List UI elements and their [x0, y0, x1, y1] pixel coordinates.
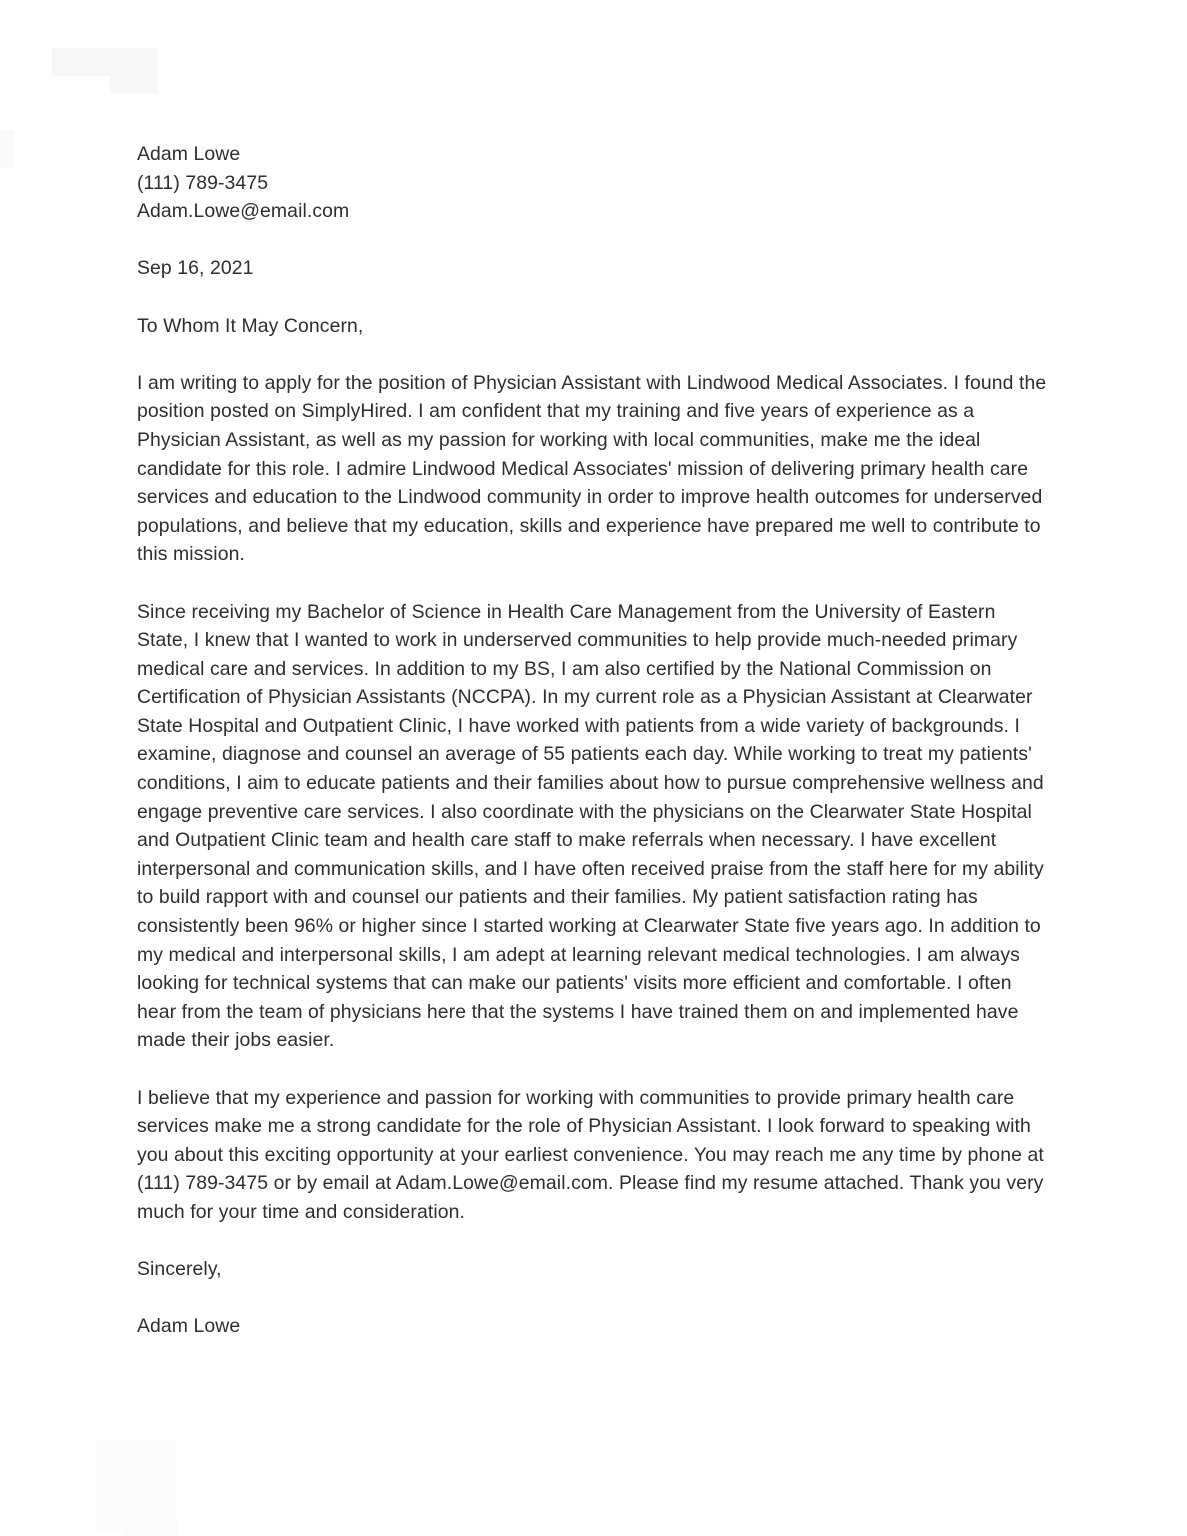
sender-name: Adam Lowe	[137, 143, 241, 165]
letter-date: Sep 16, 2021	[137, 257, 254, 280]
letter-body	[137, 140, 1049, 1341]
scan-artifact	[124, 1520, 178, 1536]
letter-paragraph-3: I believe that my experience and passion for working with communities to provide primary health care services make me a strong candidate for the role of Physician Assistant. I look forward to speaking with you about this exciting opportunity at your earliest convenience. You may reach me any time by phone at (111) 789-3475 or by email at Adam.Lowe@email.com. Please find my resume attached. Thank you very much for your time and consideration.	[137, 1086, 1044, 1223]
scan-artifact	[0, 130, 14, 168]
scan-artifact	[110, 76, 158, 94]
sender-phone: (111) 789-3475	[137, 171, 269, 194]
letter-paragraph-2: Since receiving my Bachelor of Science in Health Care Management from the University of Eastern State, I knew that I wanted to work in underserved communities to help provide much-needed primary medical care and services. In addition to my BS, I am also certified by the National Commission on Certification of Physician Assistants (NCCPA). In my current role as a Physician Assistant at Clearwater State Hospital and Outpatient Clinic, I have worked with patients from a wide variety of backgrounds. I examine, diagnose and counsel an average of 55 patients each day. While working to treat my patients' conditions, I aim to educate patients and their families about how to pursue comprehensive wellness and engage preventive care services. I also coordinate with the physicians on the Clearwater State Hospital and Outpatient Clinic team and health care staff to make referrals when necessary. I have excellent interpersonal and communication skills, and I have often received praise from the staff here for my ability to build rapport with and counsel our patients and their families. My patient satisfaction rating has consistently been 96% or higher since I started working at Clearwater State five years ago. In addition to my medical and interpersonal skills, I am adept at learning relevant medical technologies. I am always looking for technical systems that can make our patients' visits more efficient and comfortable. I often hear from the team of physicians here that the systems I have trained them on and implemented have made their jobs easier.	[137, 600, 1044, 1052]
letter-paragraph-1: I am writing to apply for the position of Physician Assistant with Lindwood Medical Associates. I found the position posted on SimplyHired. I am confident that my training and five years of experience as a Physician Assistant, as well as my passion for working with local communities, make me the ideal candidate for this role. I admire Lindwood Medical Associates' mission of delivering primary health care services and education to the Lindwood community in order to improve health outcomes for underserved populations, and believe that my education, skills and experience have prepared me well to contribute to this mission.	[137, 371, 1047, 566]
sender-contact-block	[137, 140, 1049, 226]
letter-closing: Sincerely,	[137, 1258, 222, 1281]
letter-signature: Adam Lowe	[137, 1315, 241, 1338]
scan-artifact	[96, 1441, 176, 1531]
sender-email: Adam.Lowe@email.com	[137, 200, 350, 223]
scan-artifact	[52, 48, 157, 76]
letter-salutation: To Whom It May Concern,	[137, 314, 364, 337]
